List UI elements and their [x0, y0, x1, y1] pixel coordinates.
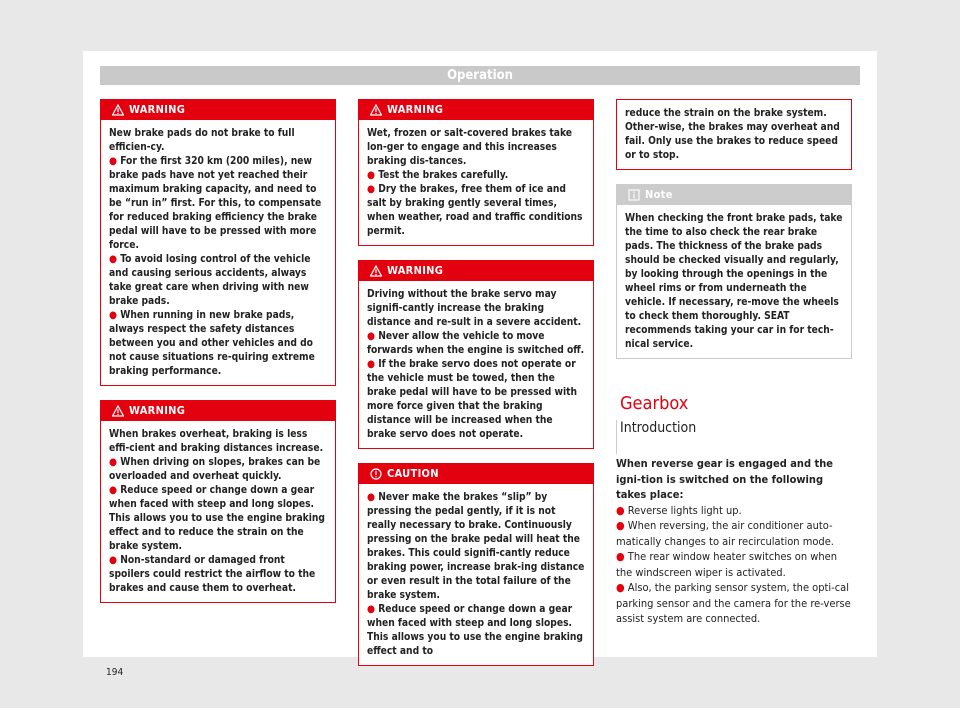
list-item: ● When reversing, the air conditioner auto-matically changes to air recirculation mode. [616, 519, 834, 548]
warning-box-overheat [100, 400, 336, 603]
section-divider [616, 420, 617, 454]
list-item: ● Test the brakes carefully. [367, 170, 509, 181]
warning-label: WARNING [129, 404, 186, 417]
warning-intro: When brakes overheat, braking is less effi-cient and braking distances increase. [109, 429, 324, 454]
bullet-icon: ● [367, 359, 375, 370]
list-item: ● Never allow the vehicle to move forwards when the engine is switched off. [367, 331, 585, 356]
caution-header [359, 464, 593, 484]
section-subtitle: Introduction [620, 420, 697, 436]
list-item: ● Reverse lights light up. [616, 503, 742, 517]
bullet-icon: ● [109, 310, 117, 321]
warning-header [101, 401, 335, 421]
info-icon [628, 189, 640, 201]
column-3 [616, 99, 852, 627]
bullet-icon: ● [367, 492, 375, 503]
bullet-icon: ● [367, 184, 375, 195]
bullet-icon: ● [367, 604, 375, 615]
bullet-icon: ● [367, 170, 375, 181]
note-text: When checking the front brake pads, take the time to also check the rear brake pads. The thickness of the brake pads should be checked visually and regularly, by looking through the openings in the wheel rims or from underneath the vehicle. If necessary, re-move the wheels to check them thoroughly. SEAT recommends taking your car in for tech-nical service. [625, 213, 843, 350]
warning-box-wet-brakes [358, 99, 594, 246]
warning-header [101, 100, 335, 120]
bullet-icon: ● [109, 555, 117, 566]
list-item: ● Reduce speed or change down a gear when faced with steep and long slopes. This allows you to use the engine braking effect and to reduce the strain on the brake system. [109, 485, 325, 552]
warning-label: WARNING [129, 103, 186, 116]
bullet-icon: ● [109, 457, 117, 468]
warning-triangle-icon [112, 405, 124, 417]
warning-box-brake-servo [358, 260, 594, 449]
bullet-icon: ● [616, 503, 625, 517]
list-item: ● Also, the parking sensor system, the opti-cal parking sensor and the camera for the re-verse assist system are connected. [616, 581, 851, 625]
warning-box-new-brake-pads [100, 99, 336, 386]
caution-circle-icon [370, 468, 382, 480]
warning-triangle-icon [112, 104, 124, 116]
caution-label: CAUTION [387, 467, 439, 480]
list-item: ● The rear window heater switches on when the windscreen wiper is activated. [616, 550, 838, 579]
bullet-icon: ● [616, 550, 625, 563]
caution-continued-box [616, 99, 852, 170]
note-box [616, 184, 852, 359]
warning-header [359, 100, 593, 120]
list-item: ● Non-standard or damaged front spoilers could restrict the airflow to the brakes and cause them to overheat. [109, 555, 316, 594]
gearbox-intro-text [616, 456, 852, 627]
list-item: ● For the first 320 km (200 miles), new brake pads have not yet reached their maximum braking capacity, and need to be “run in” first. For this, to compensate for reduced braking efficiency the brake pedal will have to be pressed with more force. [109, 156, 322, 251]
bullet-icon: ● [616, 519, 625, 532]
warning-intro: Driving without the brake servo may signifi-cantly increase the braking distance and re-sult in a severe accident. [367, 289, 582, 328]
list-item: ● When running in new brake pads, always respect the safety distances between you and other vehicles and do not cause situations re-quiring extreme braking performance. [109, 310, 315, 377]
bullet-icon: ● [109, 254, 117, 265]
warning-triangle-icon [370, 104, 382, 116]
warning-label: WARNING [387, 103, 444, 116]
gearbox-section-heading [616, 393, 852, 446]
note-header [617, 185, 851, 205]
list-item: ● Reduce speed or change down a gear when faced with steep and long slopes. This allows you to use the engine braking effect and to [367, 604, 583, 657]
note-label: Note [645, 188, 673, 201]
page-number: 194 [106, 667, 124, 678]
warning-intro: New brake pads do not brake to full efficien-cy. [109, 128, 295, 153]
bullet-icon: ● [109, 485, 117, 496]
section-title: Gearbox [620, 393, 689, 414]
caution-continued-text: reduce the strain on the brake system. Other-wise, the brakes may overheat and fail. Only use the brakes to reduce speed or to stop. [625, 108, 840, 161]
page-header: Operation [100, 66, 860, 85]
bullet-icon: ● [367, 331, 375, 342]
warning-header [359, 261, 593, 281]
column-2 [358, 99, 594, 680]
caution-box [358, 463, 594, 666]
warning-triangle-icon [370, 265, 382, 277]
list-item: ● Never make the brakes “slip” by pressing the pedal gently, if it is not really necessary to brake. Continuously pressing on the brake pedal will heat the brakes. This could signifi-cantly reduce braking power, increase brak-ing distance or even result in the total failure of the brake system. [367, 492, 585, 601]
list-item: ● Dry the brakes, free them of ice and salt by braking gently several times, when weather, road and traffic conditions permit. [367, 184, 583, 237]
list-item: ● When driving on slopes, brakes can be overloaded and overheat quickly. [109, 457, 321, 482]
list-item: ● If the brake servo does not operate or the vehicle must be towed, then the brake pedal will have to be pressed with more force given that the braking distance will be increased when the brake servo does not operate. [367, 359, 578, 440]
bullet-icon: ● [109, 156, 117, 167]
column-1 [100, 99, 336, 678]
bullet-icon: ● [616, 581, 625, 594]
lead-paragraph: When reverse gear is engaged and the igni-tion is switched on the following takes place: [616, 457, 833, 501]
list-item: ● To avoid losing control of the vehicle and causing serious accidents, always take great care when driving with new brake pads. [109, 254, 311, 307]
warning-label: WARNING [387, 264, 444, 277]
warning-intro: Wet, frozen or salt-covered brakes take lon-ger to engage and this increases braking dis-tances. [367, 128, 573, 167]
manual-page [83, 51, 877, 678]
